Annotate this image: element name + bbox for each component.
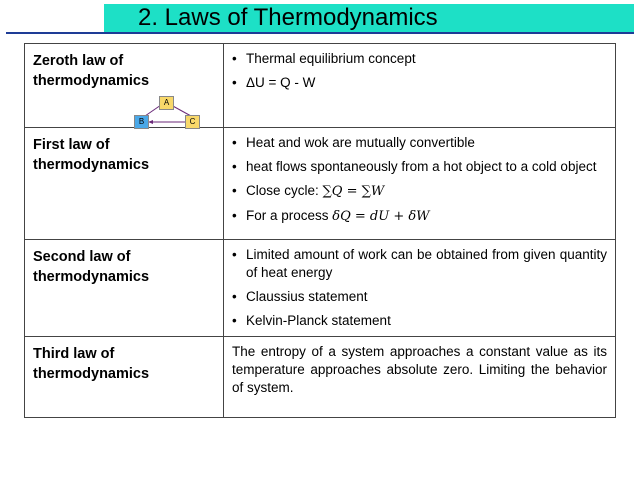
list-item: • heat flows spontaneously from a hot object to a cold object: [232, 158, 607, 176]
page-title: 2. Laws of Thermodynamics: [138, 4, 438, 31]
law-name: Second law of thermodynamics: [33, 249, 150, 285]
list-item: • Limited amount of work can be obtained from given quantity of heat energy: [232, 246, 607, 282]
list-item: [232, 207, 607, 226]
node-b: B: [134, 115, 149, 129]
list-item: • ΔU = Q - W: [232, 74, 607, 92]
desc-cell-zeroth: [224, 44, 616, 128]
node-c: C: [185, 115, 200, 129]
list-item-text: Close cycle:: [246, 183, 323, 198]
table-row-first: [25, 128, 616, 240]
table-row-third: [25, 337, 616, 418]
list-item-text: For a process: [246, 208, 333, 223]
law-name: Third law of thermodynamics: [33, 346, 150, 382]
bullet-list: [232, 50, 607, 92]
process-equation: δ𝑄 = 𝑑𝑈 + δ𝑊: [332, 209, 430, 224]
list-item: [232, 182, 607, 201]
table-row-zeroth: [25, 44, 616, 128]
bullet-list: [232, 246, 607, 330]
zeroth-wrap: [33, 51, 223, 127]
desc-cell-first: [224, 128, 616, 240]
list-item: • Kelvin-Planck statement: [232, 312, 607, 330]
list-item: • Thermal equilibrium concept: [232, 50, 607, 68]
law-cell-second: [25, 240, 224, 337]
node-a: A: [159, 96, 174, 110]
laws-table: [24, 43, 616, 418]
desc-cell-second: [224, 240, 616, 337]
desc-cell-third: [224, 337, 616, 418]
list-item: • Heat and wok are mutually convertible: [232, 134, 607, 152]
law-cell-zeroth: [25, 44, 224, 128]
law-name: Zeroth law of thermodynamics: [33, 53, 150, 89]
table-row-second: [25, 240, 616, 337]
law-cell-first: [25, 128, 224, 240]
bullet-list: [232, 134, 607, 226]
law-cell-third: [25, 337, 224, 418]
law-name: First law of thermodynamics: [33, 137, 150, 173]
equilibrium-diagram: [123, 93, 213, 137]
third-law-text: The entropy of a system approaches a constant value as its temperature approaches absolute zero. Limiting the behavior of system.: [232, 344, 607, 395]
title-rule: [6, 32, 634, 34]
cycle-equation: ∑𝑄 = ∑𝑊: [322, 184, 385, 199]
list-item: • Claussius statement: [232, 288, 607, 306]
